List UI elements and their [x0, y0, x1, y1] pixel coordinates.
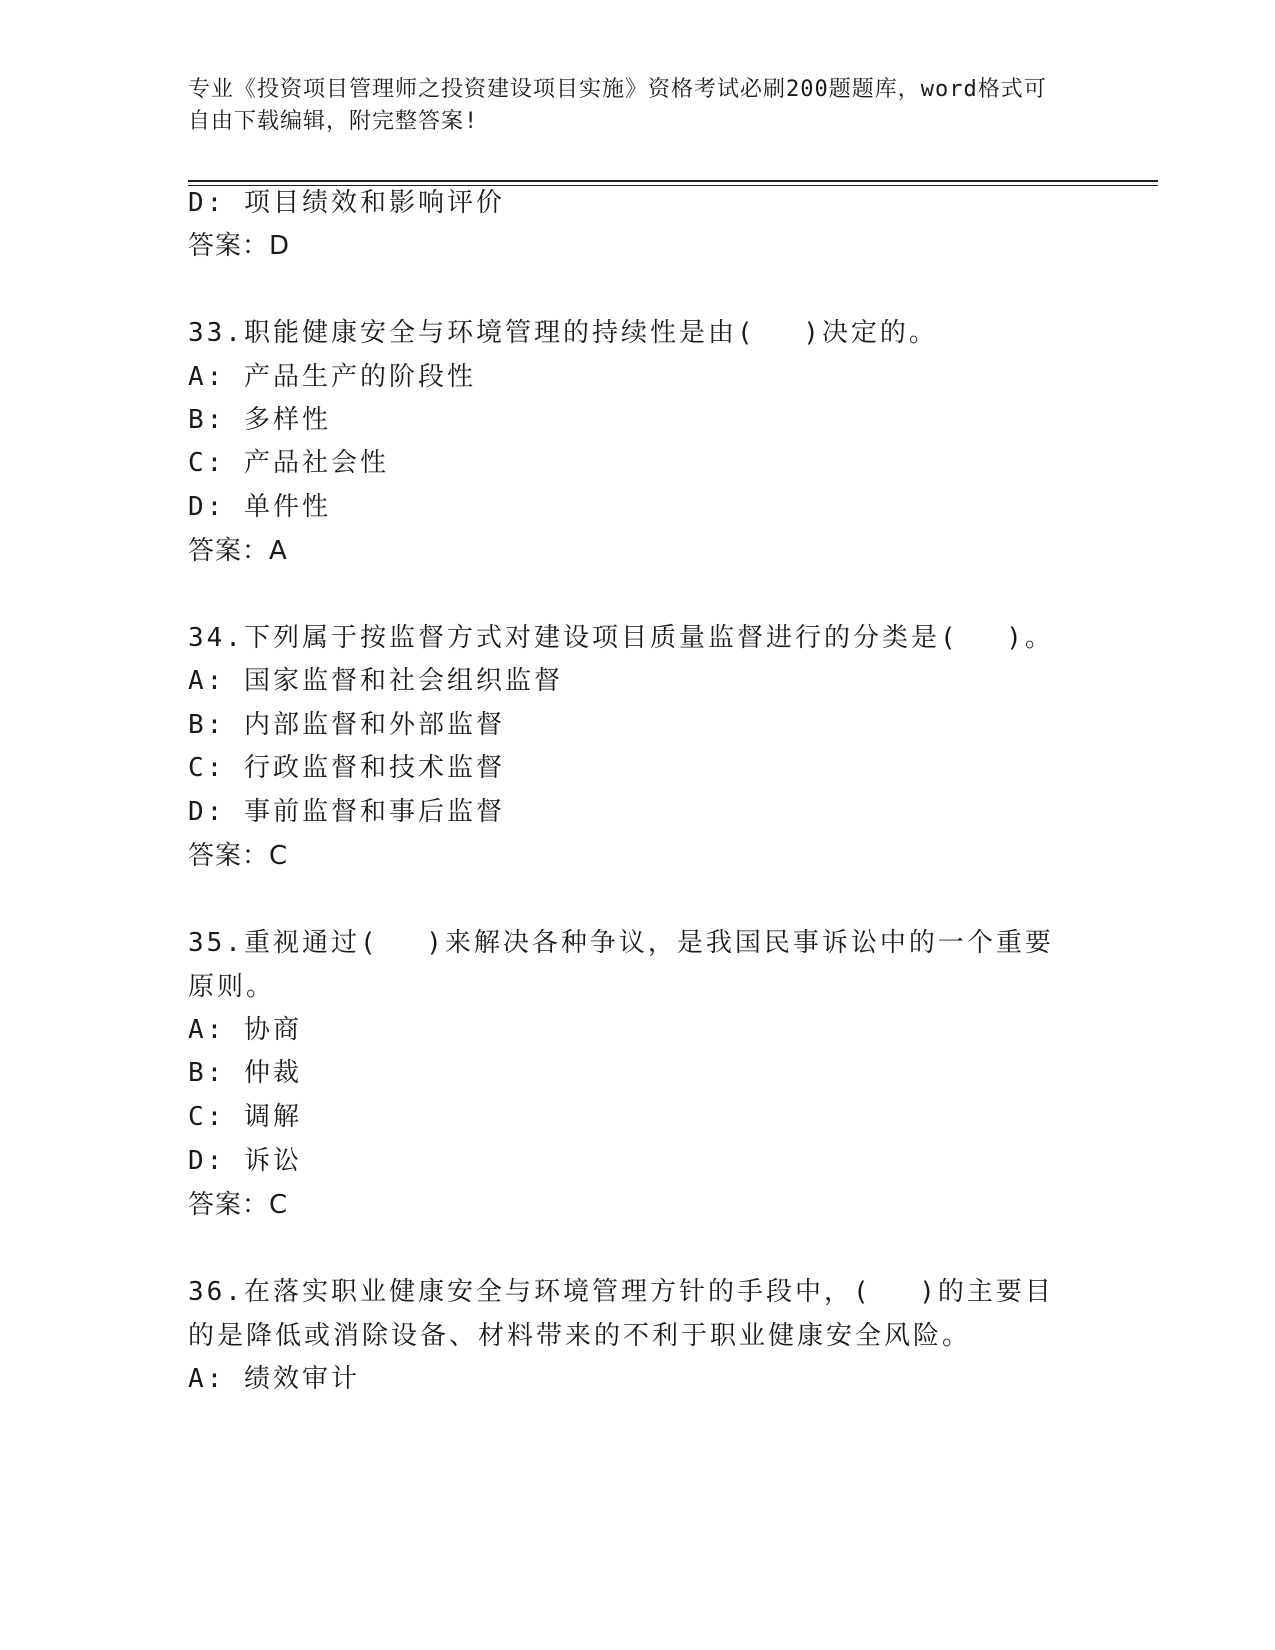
question-33-option-b: B: 多样性 [188, 405, 331, 435]
question-34-answer: 答案：C [188, 841, 289, 871]
question-34-option-b: B: 内部监督和外部监督 [188, 710, 505, 740]
question-34-option-d: D: 事前监督和事后监督 [188, 797, 505, 827]
question-33-option-d: D: 单件性 [188, 492, 331, 522]
question-33-stem: 33.职能健康安全与环境管理的持续性是由( )决定的。 [188, 318, 938, 348]
question-33-answer: 答案：A [188, 536, 288, 566]
question-35-option-c: C: 调解 [188, 1102, 302, 1132]
question-34-option-c: C: 行政监督和技术监督 [188, 753, 505, 783]
question-33-option-a: A: 产品生产的阶段性 [188, 362, 476, 392]
prev-answer: 答案：D [188, 231, 291, 261]
question-35-option-a: A: 协商 [188, 1015, 302, 1045]
prev-option-d: D: 项目绩效和影响评价 [188, 188, 505, 218]
header-rule-thick [188, 180, 1158, 182]
question-36-stem: 36.在落实职业健康安全与环境管理方针的手段中，( )的主要目的是降低或消除设备、材料带来的不利于职业健康安全风险。 [188, 1277, 1054, 1351]
question-33-option-c: C: 产品社会性 [188, 448, 389, 478]
question-35-option-d: D: 诉讼 [188, 1146, 302, 1176]
document-title: 专业《投资项目管理师之投资建设项目实施》资格考试必刷200题题库，word格式可自由下载编辑，附完整答案! [188, 77, 1047, 134]
question-36-option-a: A: 绩效审计 [188, 1364, 360, 1394]
question-34-option-a: A: 国家监督和社会组织监督 [188, 666, 563, 696]
question-35-option-b: B: 仲裁 [188, 1058, 302, 1088]
question-35-answer: 答案：C [188, 1190, 289, 1220]
question-35-stem: 35.重视通过( )来解决各种争议，是我国民事诉讼中的一个重要原则。 [188, 928, 1054, 1002]
question-34-stem: 34.下列属于按监督方式对建设项目质量监督进行的分类是( )。 [188, 623, 1054, 653]
